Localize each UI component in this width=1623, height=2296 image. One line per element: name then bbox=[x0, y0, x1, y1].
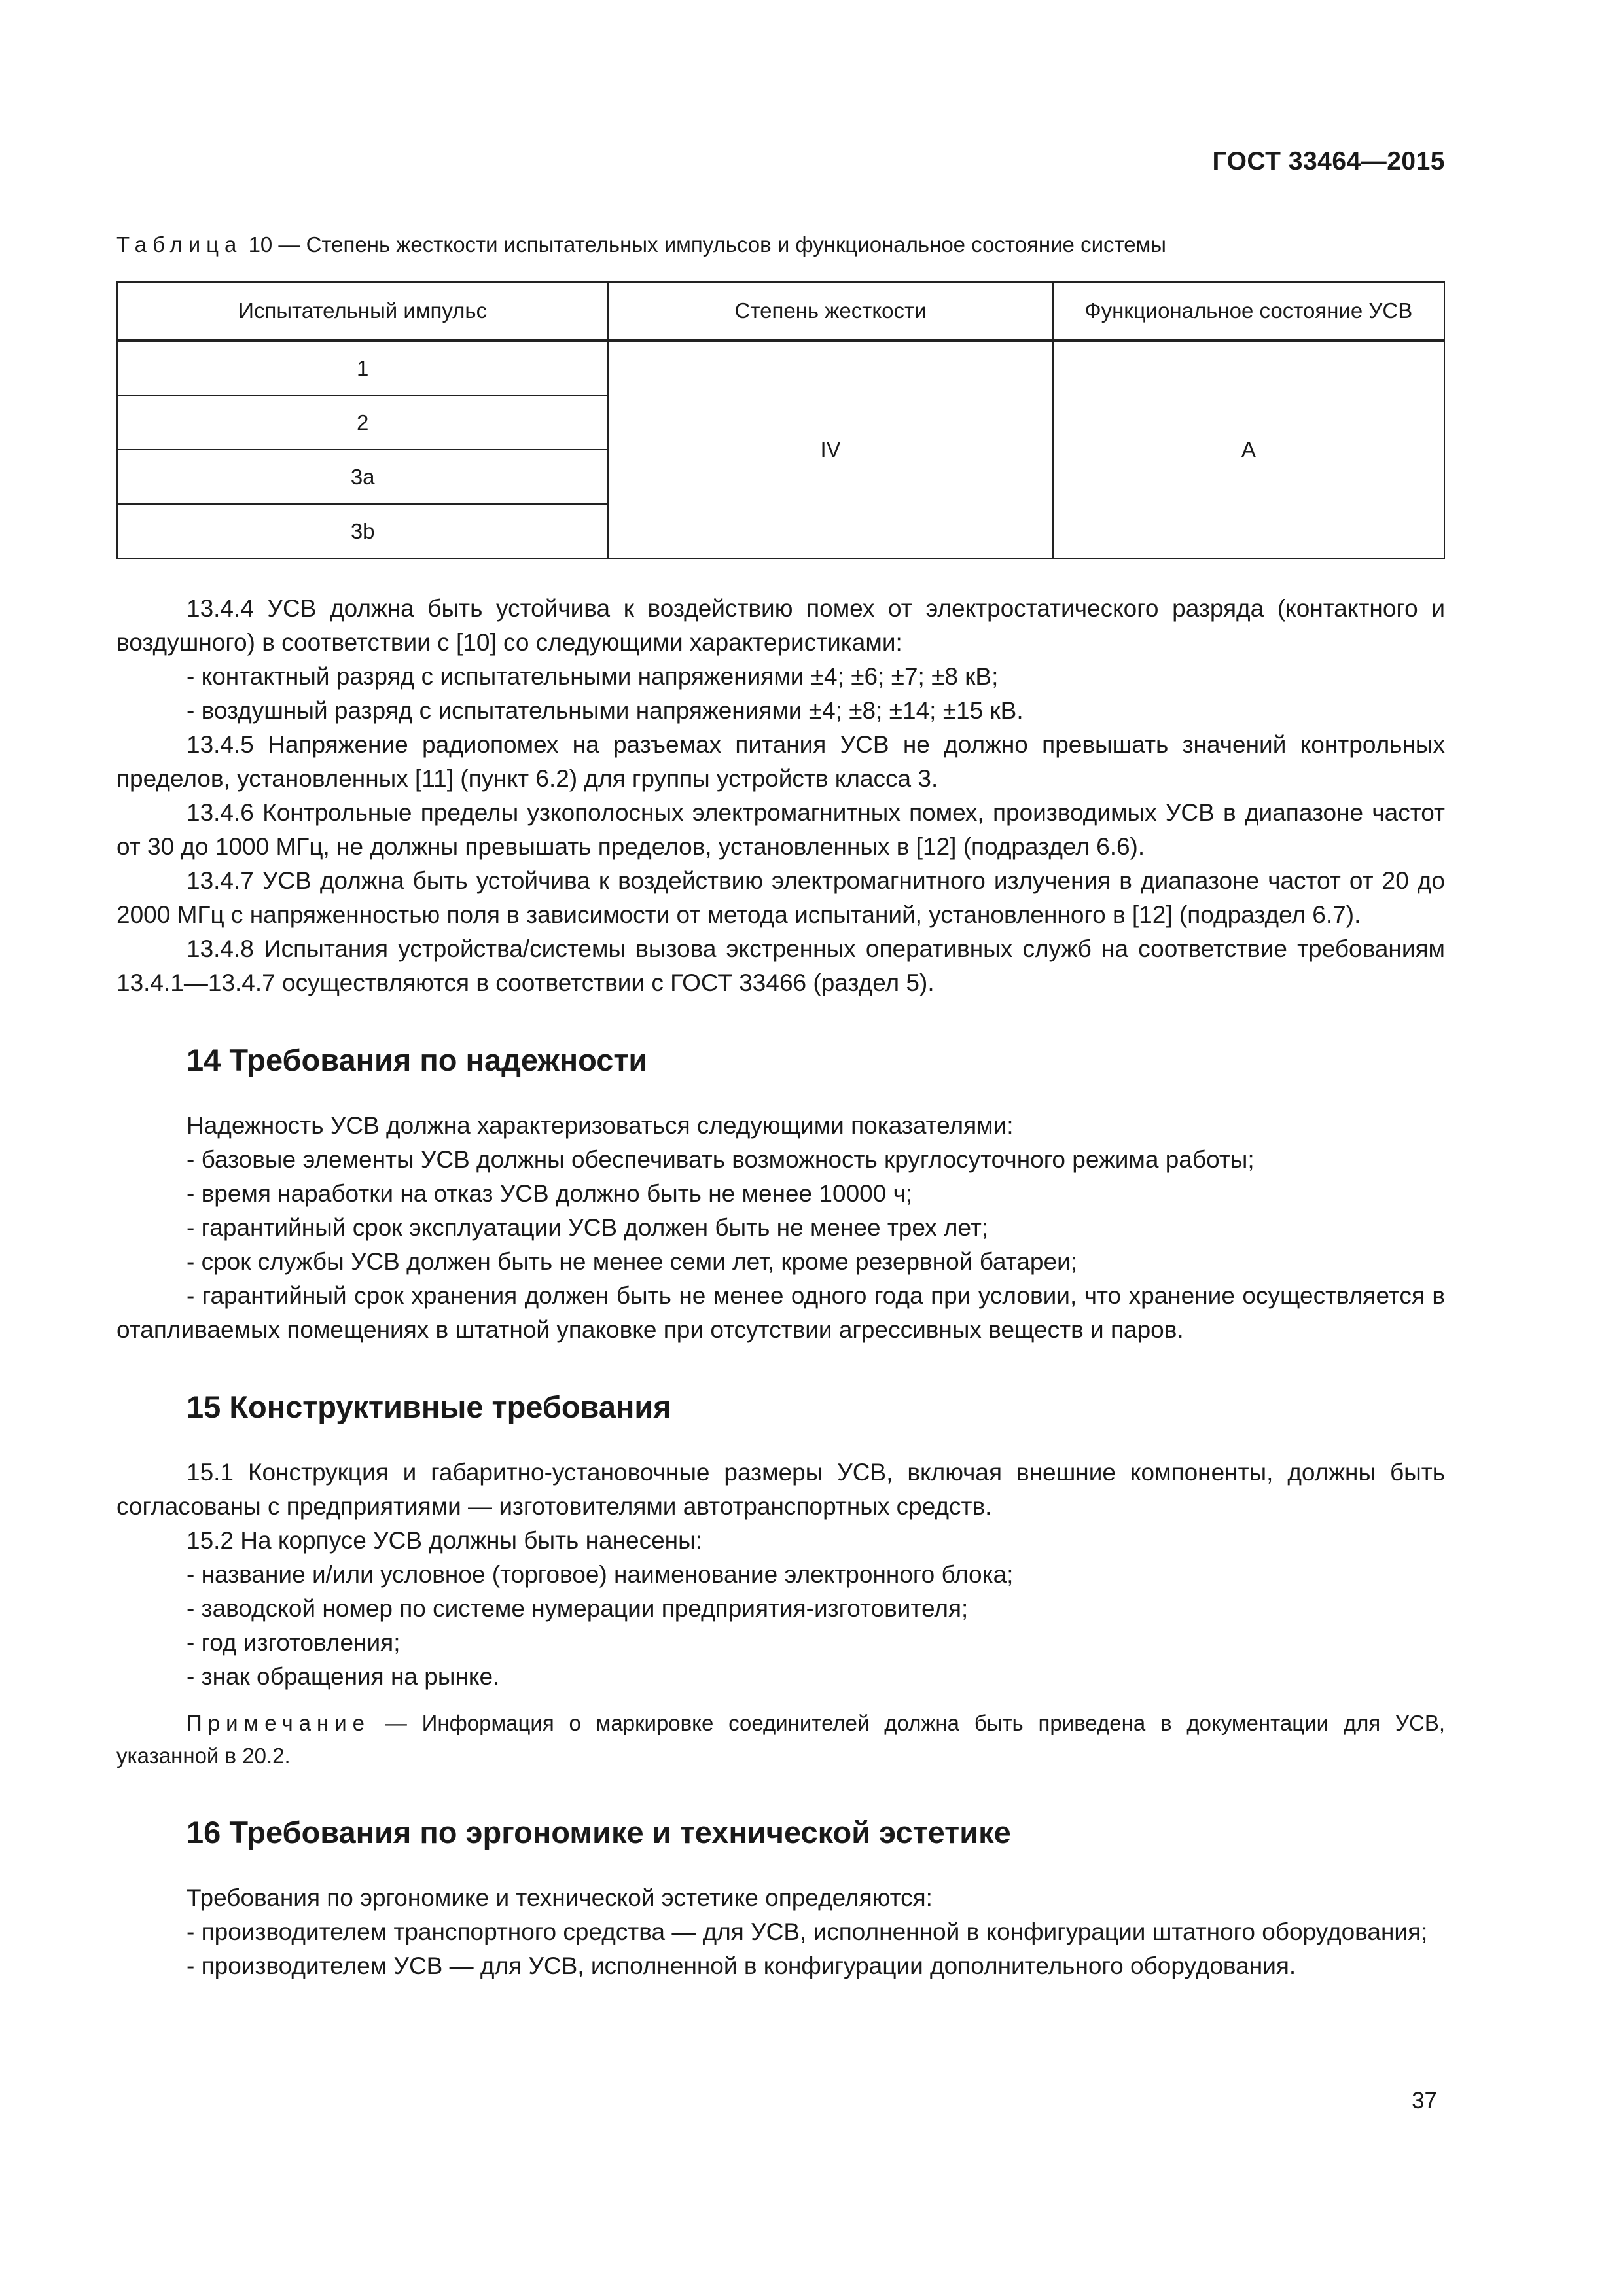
list-item: - контактный разряд с испытательными напряжениями ±4; ±6; ±7; ±8 кВ; bbox=[187, 663, 999, 690]
section-16-heading: 16 Требования по эргономике и технической эстетике bbox=[187, 1815, 1011, 1850]
state-cell: A bbox=[1053, 340, 1444, 558]
paragraph: 15.1 Конструкция и габаритно-установочные размеры УСВ, включая внешние компоненты, должны быть согласованы с предприятиями — изготовителями автотранспортных средств. bbox=[116, 1459, 1445, 1520]
list-item: - воздушный разряд с испытательными напряжениями ±4; ±8; ±14; ±15 кВ. bbox=[187, 697, 1024, 724]
impulse-cell: 3a bbox=[117, 450, 608, 504]
document-code: ГОСТ 33464—2015 bbox=[1212, 147, 1445, 175]
table-10 bbox=[116, 281, 1445, 559]
note-word: Примечание bbox=[187, 1711, 371, 1735]
list-item: - срок службы УСВ должен быть не менее семи лет, кроме резервной батареи; bbox=[187, 1248, 1078, 1275]
table-header-row bbox=[117, 282, 1444, 340]
page-number: 37 bbox=[1412, 2088, 1437, 2113]
list-item: - название и/или условное (торговое) наименование электронного блока; bbox=[187, 1561, 1014, 1588]
column-header-state: Функциональное состояние УСВ bbox=[1053, 282, 1444, 340]
paragraph: 13.4.8 Испытания устройства/системы вызова экстренных оперативных служб на соответствие требованиям 13.4.1—13.4.7 осуществляются в соответствии с ГОСТ 33466 (раздел 5). bbox=[116, 935, 1445, 996]
paragraph: Надежность УСВ должна характеризоваться следующими показателями: bbox=[187, 1112, 1014, 1139]
paragraph: 13.4.4 УСВ должна быть устойчива к воздействию помех от электростатического разряда (контактного и воздушного) в соответствии с [10] со следующими характеристиками: bbox=[116, 595, 1445, 656]
severity-cell: IV bbox=[608, 340, 1052, 558]
section-15-text bbox=[116, 1456, 1445, 1694]
list-item: - производителем УСВ — для УСВ, исполненной в конфигурации дополнительного оборудования. bbox=[187, 1952, 1296, 1979]
column-header-impulse: Испытательный импульс bbox=[117, 282, 608, 340]
table-row bbox=[117, 340, 1444, 395]
list-item: - заводской номер по системе нумерации предприятия-изготовителя; bbox=[187, 1595, 969, 1622]
table-caption-text: 10 — Степень жесткости испытательных импульсов и функциональное состояние системы bbox=[248, 232, 1167, 257]
impulse-cell: 2 bbox=[117, 395, 608, 450]
section-13-text bbox=[116, 592, 1445, 1000]
list-item: - знак обращения на рынке. bbox=[187, 1663, 500, 1690]
note-text: — Информация о маркировке соединителей должна быть приведена в документации для УСВ, указанной в 20.2. bbox=[116, 1711, 1445, 1768]
impulse-cell: 3b bbox=[117, 504, 608, 558]
paragraph: 13.4.6 Контрольные пределы узкополосных электромагнитных помех, производимых УСВ в диапазоне частот от 30 до 1000 МГц, не должны превышать пределов, установленных в [12] (подраздел 6.6). bbox=[116, 799, 1445, 860]
list-item: - гарантийный срок эксплуатации УСВ должен быть не менее трех лет; bbox=[187, 1214, 989, 1241]
list-item: - гарантийный срок хранения должен быть не менее одного года при условии, что хранение осуществляется в отапливаемых помещениях в штатной упаковке при отсутствии агрессивных веществ и паров. bbox=[116, 1282, 1445, 1343]
paragraph: Требования по эргономике и технической эстетике определяются: bbox=[187, 1884, 933, 1911]
paragraph: 13.4.7 УСВ должна быть устойчива к воздействию электромагнитного излучения в диапазоне частот от 20 до 2000 МГц с напряженностью поля в зависимости от метода испытаний, установленного в [12] (подраздел 6.7). bbox=[116, 867, 1445, 928]
section-14-text bbox=[116, 1109, 1445, 1347]
list-item: - время наработки на отказ УСВ должно быть не менее 10000 ч; bbox=[187, 1180, 913, 1207]
table-caption bbox=[116, 230, 1445, 259]
section-15-heading: 15 Конструктивные требования bbox=[187, 1390, 671, 1424]
section-16-text bbox=[116, 1881, 1445, 1983]
table-caption-word: Таблица bbox=[116, 232, 243, 257]
section-14-heading: 14 Требования по надежности bbox=[187, 1043, 648, 1077]
paragraph: 15.2 На корпусе УСВ должны быть нанесены: bbox=[187, 1527, 702, 1554]
list-item: - производителем транспортного средства — для УСВ, исполненной в конфигурации штатного оборудования; bbox=[187, 1918, 1428, 1945]
impulse-cell: 1 bbox=[117, 340, 608, 395]
note bbox=[116, 1707, 1445, 1772]
list-item: - базовые элементы УСВ должны обеспечивать возможность круглосуточного режима работы; bbox=[187, 1146, 1255, 1173]
column-header-severity: Степень жесткости bbox=[608, 282, 1052, 340]
list-item: - год изготовления; bbox=[187, 1629, 401, 1656]
paragraph: 13.4.5 Напряжение радиопомех на разъемах питания УСВ не должно превышать значений контрольных пределов, установленных [11] (пункт 6.2) для группы устройств класса 3. bbox=[116, 731, 1445, 792]
